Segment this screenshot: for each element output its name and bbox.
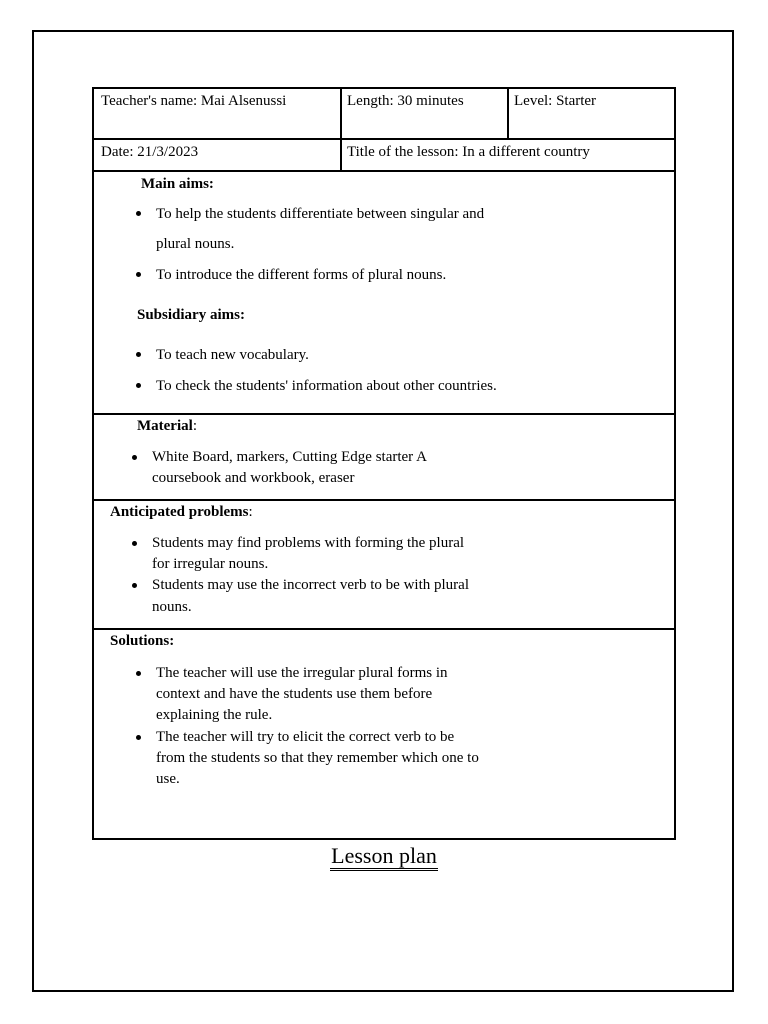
list-item-continuation: context and have the students use them before [156,686,433,702]
list-item: Students may use the incorrect verb to be with plural [152,575,469,596]
list-item: To teach new vocabulary. [156,344,309,366]
list-item-continuation: nouns. [152,599,192,615]
main-aims-heading: Main aims: [141,176,214,192]
lesson-length: Length: 30 minutes [347,93,464,109]
section-divider-material [94,413,674,415]
list-item: The teacher will try to elicit the correct verb to be [156,727,454,748]
list-item-continuation: from the students so that they remember which one to [156,750,479,766]
lesson-date: Date: 21/3/2023 [101,144,199,160]
document-caption: Lesson plan [0,842,768,871]
header-row-divider [94,138,674,140]
list-item-continuation: use. [156,771,180,787]
list-item-continuation: for irregular nouns. [152,556,269,572]
anticipated-problems-heading: Anticipated problems: [110,504,253,520]
list-item-continuation: plural nouns. [156,236,235,252]
list-item: White Board, markers, Cutting Edge starter A [152,447,427,468]
section-divider-solutions [94,628,674,630]
list-item: To introduce the different forms of plural nouns. [156,264,446,286]
solutions-heading: Solutions: [110,633,175,649]
list-item-continuation: coursebook and workbook, eraser [152,470,355,486]
list-item: Students may find problems with forming the plural [152,533,464,554]
header-divider-2 [507,89,509,139]
list-item: The teacher will use the irregular plural forms in [156,663,448,684]
section-divider-problems [94,499,674,501]
header-divider-1 [340,89,342,171]
lesson-plan-table [92,87,676,840]
teacher-name: Teacher's name: Mai Alsenussi [101,93,287,109]
lesson-title: Title of the lesson: In a different country [347,144,590,160]
list-item-continuation: explaining the rule. [156,707,273,723]
subsidiary-aims-heading: Subsidiary aims: [137,307,245,323]
lesson-level: Level: Starter [514,93,597,109]
header-bottom-divider [94,170,674,172]
list-item: To check the students' information about other countries. [156,375,497,397]
list-item: To help the students differentiate between singular and [156,203,484,225]
material-heading: Material: [137,418,197,434]
